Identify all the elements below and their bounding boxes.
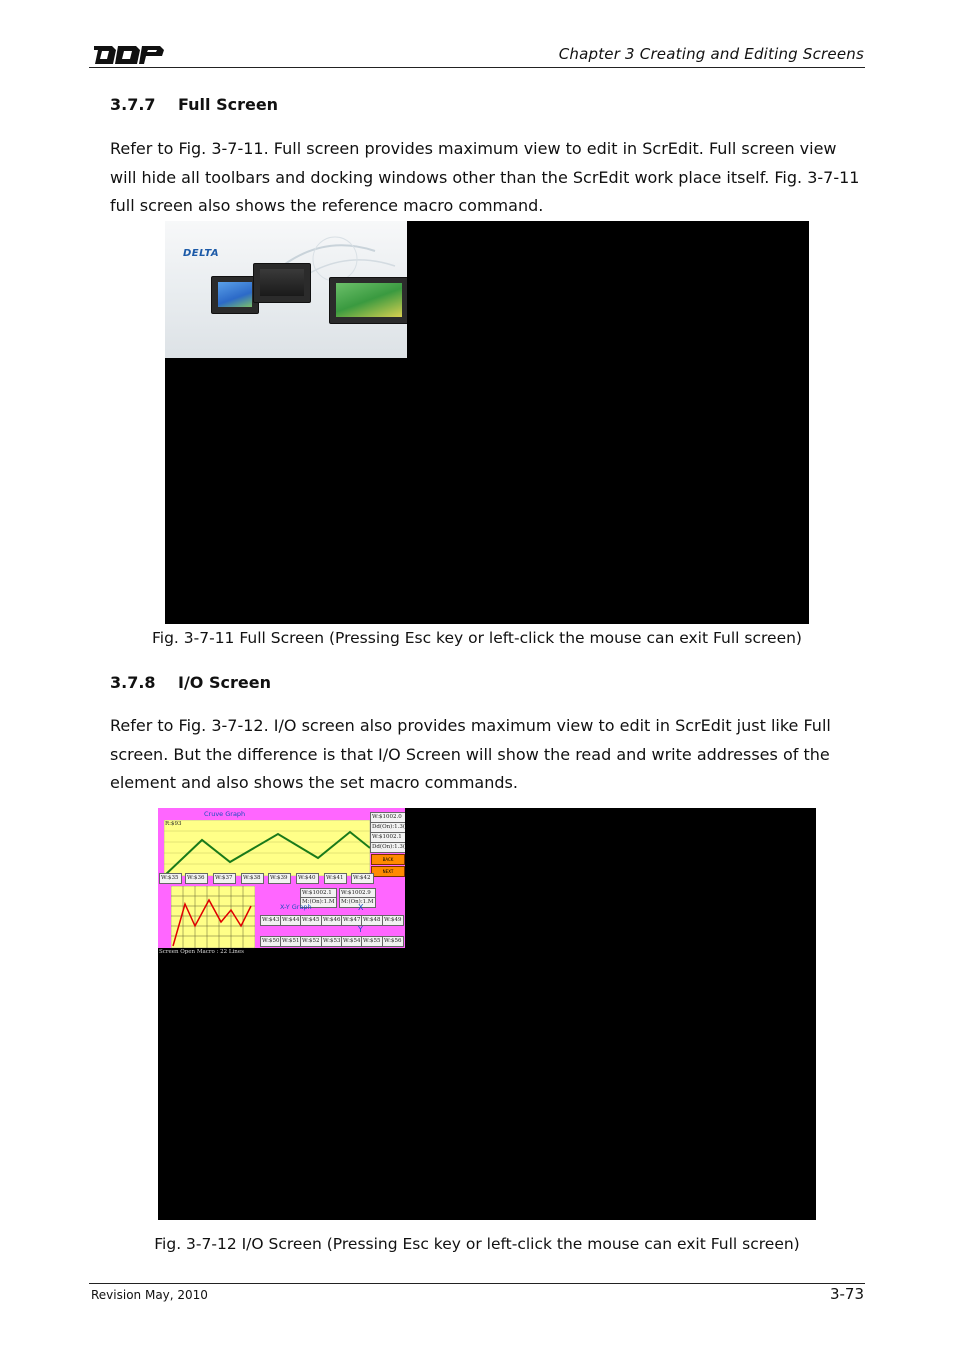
address-tag: W:$41 bbox=[324, 873, 347, 884]
chapter-title: Chapter 3 Creating and Editing Screens bbox=[558, 45, 864, 63]
address-tag: W:$54 bbox=[341, 936, 363, 947]
address-tag: W:$53 bbox=[321, 936, 343, 947]
section-number: 3.7.8 bbox=[110, 673, 156, 692]
text-line: full screen also shows the reference macro command. bbox=[110, 196, 544, 216]
back-button[interactable]: BACK bbox=[371, 854, 405, 865]
curve-graph-title: Cruve Graph bbox=[204, 810, 246, 818]
section-heading-full-screen bbox=[110, 95, 278, 114]
address-tag: W:$48 bbox=[361, 915, 383, 926]
xy-graph bbox=[171, 886, 255, 948]
section-title: Full Screen bbox=[178, 95, 279, 114]
address-tag: W:$56 bbox=[382, 936, 404, 947]
address-tag: W:$51 bbox=[280, 936, 302, 947]
figure-caption-3-7-12: Fig. 3-7-12 I/O Screen (Pressing Esc key or left-click the mouse can exit Full screen) bbox=[154, 1235, 800, 1253]
address-tag: W:$1002.0 bbox=[370, 812, 405, 823]
y-axis-label: Y bbox=[358, 925, 363, 934]
paragraph-full-screen bbox=[110, 135, 870, 221]
address-tag: W:$49 bbox=[382, 915, 404, 926]
text-line: will hide all toolbars and docking windows other than the ScrEdit work place itself. Fig. 3-7-11 bbox=[110, 167, 860, 187]
section-heading-io-screen bbox=[110, 673, 271, 692]
section-title: I/O Screen bbox=[178, 673, 271, 692]
hmi-device-image bbox=[329, 277, 407, 324]
header-rule bbox=[89, 67, 865, 68]
address-tag: W:$1002.1 bbox=[370, 832, 405, 843]
section-number: 3.7.7 bbox=[110, 95, 156, 114]
text-line: Refer to Fig. 3-7-11. Full screen provides maximum view to edit in ScrEdit. Full screen view bbox=[110, 139, 837, 158]
text-line: element and also shows the set macro commands. bbox=[110, 773, 518, 793]
curve-read-address: R:$93 bbox=[165, 821, 182, 827]
dop-b-logo bbox=[90, 40, 174, 70]
full-screen-figure bbox=[165, 221, 809, 624]
address-tag: W:$35 bbox=[159, 873, 182, 884]
address-tag: W:$36 bbox=[185, 873, 208, 884]
io-screen-figure bbox=[158, 808, 816, 1220]
address-tag: W:$37 bbox=[213, 873, 236, 884]
x-axis-label: X bbox=[358, 903, 364, 912]
address-tag: W:$1002.9 bbox=[339, 888, 376, 899]
address-tag: W:$39 bbox=[268, 873, 291, 884]
delta-splash-image bbox=[165, 221, 407, 358]
address-tag: W:$1002.1 bbox=[300, 888, 337, 899]
page-number: 3-73 bbox=[829, 1285, 864, 1303]
xy-graph-title: X-Y Graph bbox=[280, 903, 312, 911]
paragraph-io-screen bbox=[110, 712, 870, 798]
address-tag: W:$45 bbox=[300, 915, 322, 926]
address-tag: W:$44 bbox=[280, 915, 302, 926]
text-line: Refer to Fig. 3-7-12. I/O screen also provides maximum view to edit in ScrEdit just like Full bbox=[110, 716, 831, 735]
hmi-device-image bbox=[253, 263, 311, 303]
address-tag: W:$38 bbox=[241, 873, 264, 884]
address-tag: M:(On):1.M bbox=[300, 897, 337, 908]
hmi-screen-preview bbox=[158, 808, 405, 948]
next-button[interactable]: NEXT bbox=[371, 866, 405, 877]
revision-date: Revision May, 2010 bbox=[91, 1288, 208, 1302]
macro-info-text: Screen Open Macro : 22 Lines bbox=[159, 949, 244, 955]
hmi-device-image bbox=[211, 276, 259, 314]
address-tag: M:(On):1.M bbox=[339, 897, 376, 908]
address-tag: W:$43 bbox=[260, 915, 282, 926]
address-tag: W:$52 bbox=[300, 936, 322, 947]
delta-logo: DELTA bbox=[183, 248, 220, 259]
address-tag: W:$50 bbox=[260, 936, 282, 947]
address-tag: Dd(On):1.3( bbox=[370, 842, 405, 853]
address-tag: Dd(On):1.3( bbox=[370, 822, 405, 833]
address-tag: W:$55 bbox=[361, 936, 383, 947]
text-line: screen. But the difference is that I/O Screen will show the read and write addresses of the bbox=[110, 744, 830, 764]
footer-rule bbox=[89, 1283, 865, 1284]
address-tag: W:$40 bbox=[296, 873, 319, 884]
address-tag: W:$47 bbox=[341, 915, 363, 926]
curve-graph bbox=[164, 820, 370, 876]
figure-caption-3-7-11: Fig. 3-7-11 Full Screen (Pressing Esc key or left-click the mouse can exit Full screen) bbox=[152, 629, 802, 647]
address-tag: W:$42 bbox=[351, 873, 374, 884]
address-tag: W:$46 bbox=[321, 915, 343, 926]
